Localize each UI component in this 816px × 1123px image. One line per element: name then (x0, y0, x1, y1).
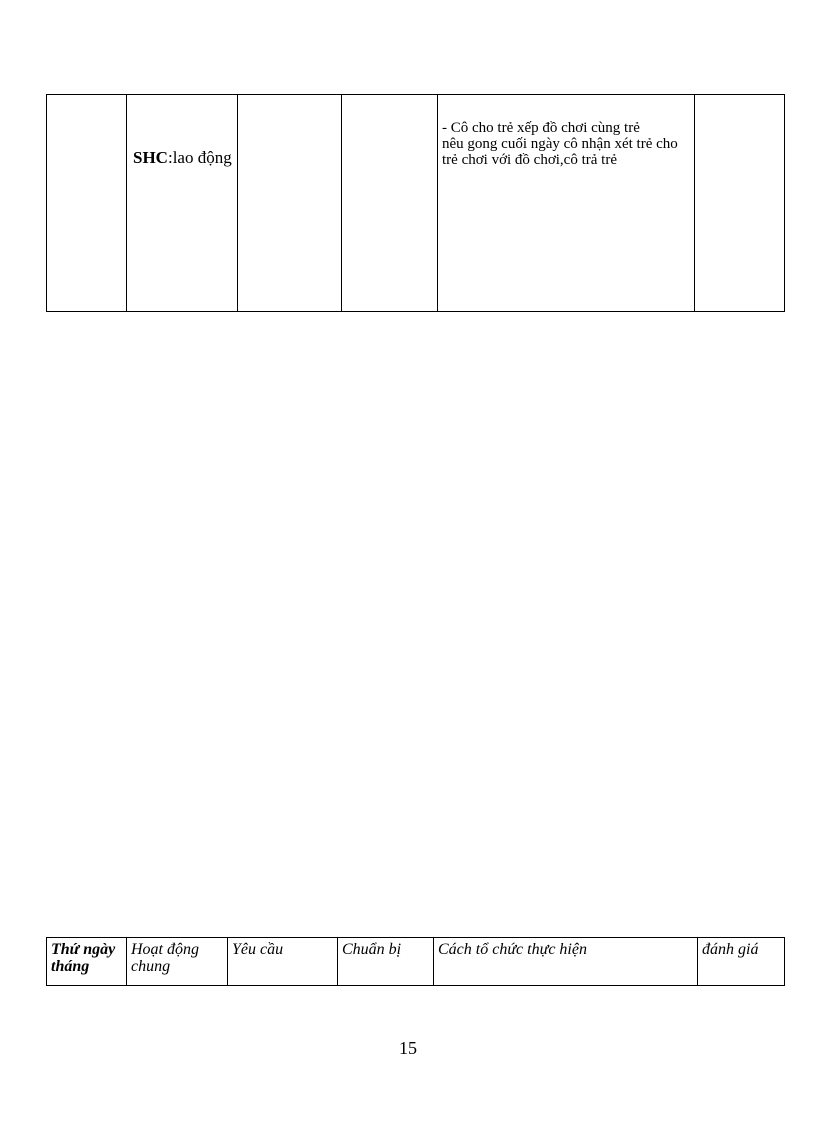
header-activity (127, 938, 228, 986)
header-method: Cách tổ chức thực hiện (434, 938, 698, 986)
activity-cell (127, 95, 238, 312)
header-date-line1: Thứ ngày (51, 941, 116, 958)
header-activity-line1: Hoạt động (131, 941, 199, 958)
header-date-line2: tháng (51, 958, 90, 975)
activity-prefix: SHC (133, 148, 168, 167)
method-line: - Cô cho trẻ xếp đồ chơi cùng trẻ (442, 120, 640, 136)
table-header-row (47, 938, 785, 986)
evaluation-cell (695, 95, 785, 312)
preparation-cell (342, 95, 438, 312)
method-line: trẻ chơi với đồ chơi,cô trả trẻ (442, 152, 617, 168)
header-requirement: Yêu cầu (228, 938, 338, 986)
header-date (47, 938, 127, 986)
page-number: 15 (399, 1038, 417, 1058)
date-cell (47, 95, 127, 312)
header-preparation: Chuẩn bị (338, 938, 434, 986)
table-row (47, 95, 785, 312)
schedule-table-continued (46, 94, 785, 312)
header-evaluation: đánh giá (698, 938, 785, 986)
header-activity-line2: chung (131, 958, 171, 975)
method-line: nêu gong cuối ngày cô nhận xét trẻ cho (442, 136, 678, 152)
requirement-cell (238, 95, 342, 312)
method-cell (438, 95, 695, 312)
schedule-table-header (46, 937, 785, 986)
activity-suffix: :lao động (167, 148, 232, 167)
